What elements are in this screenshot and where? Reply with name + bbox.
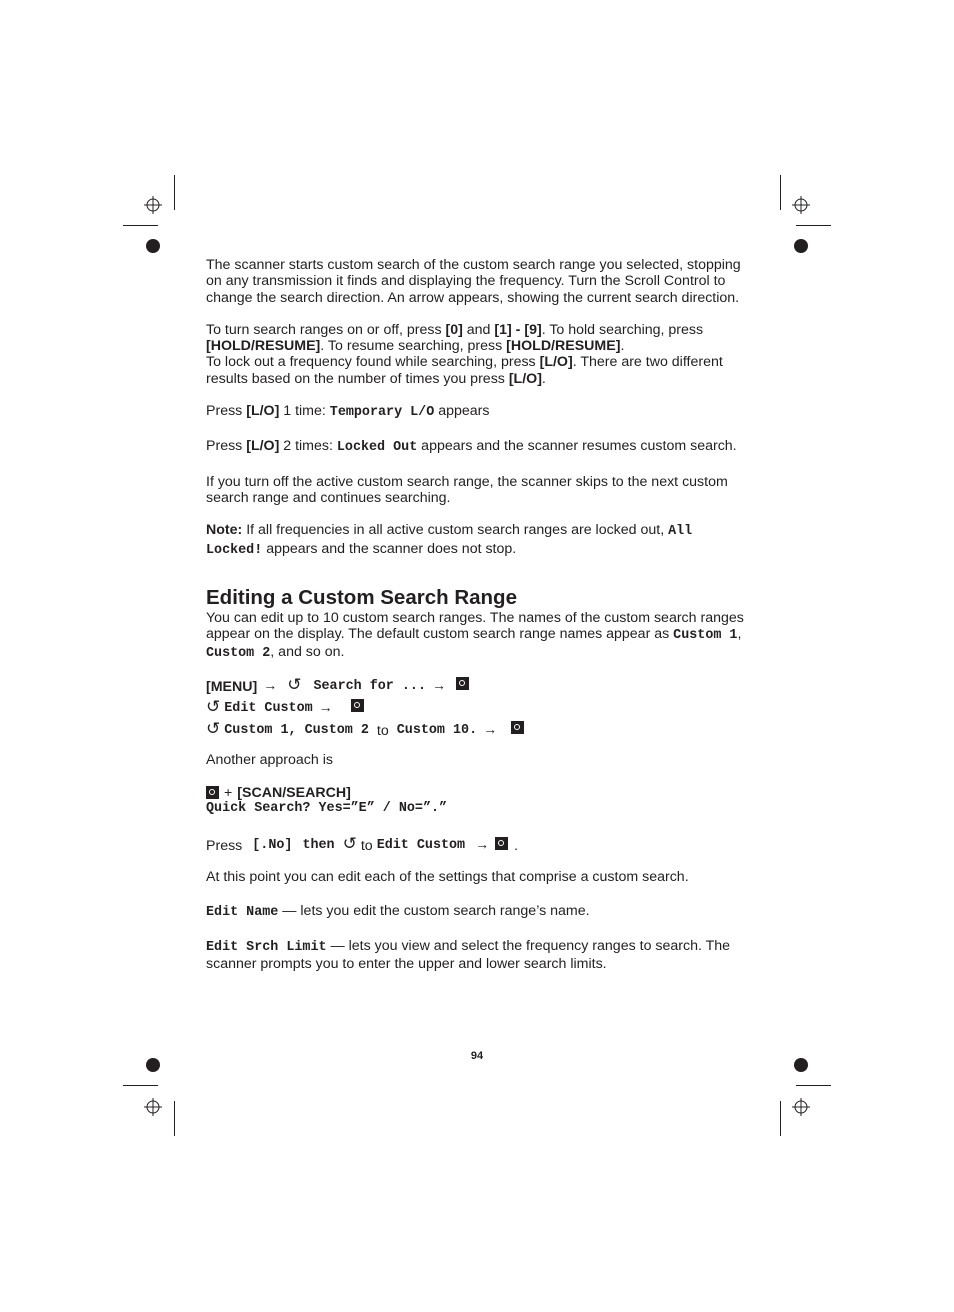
enter-key-icon <box>206 786 219 799</box>
registration-target-icon <box>792 196 810 214</box>
section-intro: You can edit up to 10 custom search ranges. The names of the custom search ranges appear on the display. The default custom search range names appear as Custom 1, Custom 2, and so on. <box>206 609 744 662</box>
right-arrow-icon: → <box>431 676 446 693</box>
search-range-instructions: To turn search ranges on or off, press [0] and [1] - [9]. To hold searching, press [HOLD/RESUME]. To resume searching, press [HOLD/RESUME]. To lock out a frequency found while searching, press [L/O]. There are two different results based on the number of times you press [L/O]. <box>206 321 723 387</box>
skip-paragraph: If you turn off the active custom search range, the scanner skips to the next custom search range and continues searching. <box>206 473 728 506</box>
enter-key-icon <box>495 837 508 850</box>
registration-target-icon <box>792 1098 810 1116</box>
crop-mark <box>796 1085 831 1086</box>
right-arrow-icon: → <box>475 836 490 853</box>
page-number: 94 <box>470 1050 484 1062</box>
right-arrow-icon: → <box>318 698 333 715</box>
right-arrow-icon: → <box>483 720 498 737</box>
page-content <box>206 257 754 973</box>
crop-mark <box>780 1101 781 1136</box>
crop-mark <box>780 175 781 210</box>
lockout-two-times: Press [L/O] 2 times: Locked Out appears and the scanner resumes custom search. <box>206 438 737 456</box>
menu-step-1: [MENU] → ↺ Search for ... → <box>206 676 754 698</box>
crop-mark <box>174 1101 175 1136</box>
scan-search-step: + [SCAN/SEARCH] <box>206 785 754 801</box>
registration-dot <box>146 239 160 253</box>
lockout-one-time: Press [L/O] 1 time: Temporary L/O appears <box>206 403 490 421</box>
crop-mark <box>123 225 158 226</box>
menu-step-2: ↺ Edit Custom → <box>206 698 754 720</box>
enter-key-icon <box>456 677 469 690</box>
section-heading: Editing a Custom Search Range <box>206 585 517 609</box>
settings-intro: At this point you can edit each of the settings that comprise a custom search. <box>206 869 689 886</box>
another-approach: Another approach is <box>206 751 333 768</box>
enter-key-icon <box>511 721 524 734</box>
registration-dot <box>794 239 808 253</box>
crop-mark <box>796 225 831 226</box>
scroll-control-icon: ↺ <box>287 674 302 694</box>
crop-mark <box>123 1085 158 1086</box>
scroll-control-icon: ↺ <box>342 834 357 854</box>
edit-srch-limit-item: Edit Srch Limit — lets you view and select the frequency ranges to search. The scanner prompts you to enter the upper and lower search limits. <box>206 937 731 973</box>
registration-target-icon <box>144 196 162 214</box>
scroll-control-icon: ↺ <box>206 718 221 738</box>
edit-name-item: Edit Name — lets you edit the custom search range’s name. <box>206 902 590 920</box>
enter-key-icon <box>351 699 364 712</box>
scroll-control-icon: ↺ <box>206 696 221 716</box>
crop-mark <box>174 175 175 210</box>
quick-search-prompt: Quick Search? Yes=”E” / No=”.” <box>206 801 448 817</box>
right-arrow-icon: → <box>263 676 278 693</box>
menu-step-3: ↺ Custom 1, Custom 2 to Custom 10. → <box>206 720 754 742</box>
intro-paragraph: The scanner starts custom search of the custom search range you selected, stopping on any transmission it finds and displaying the frequency. Turn the Scroll Control to change the search direction. An arrow appears, showing the current search direction. <box>206 257 741 306</box>
note-paragraph: Note: If all frequencies in all active custom search ranges are locked out, All Locked! appears and the scanner does not stop. <box>206 522 693 558</box>
registration-target-icon <box>144 1098 162 1116</box>
press-no-step: Press [.No] then ↺ to Edit Custom → . <box>206 834 519 855</box>
